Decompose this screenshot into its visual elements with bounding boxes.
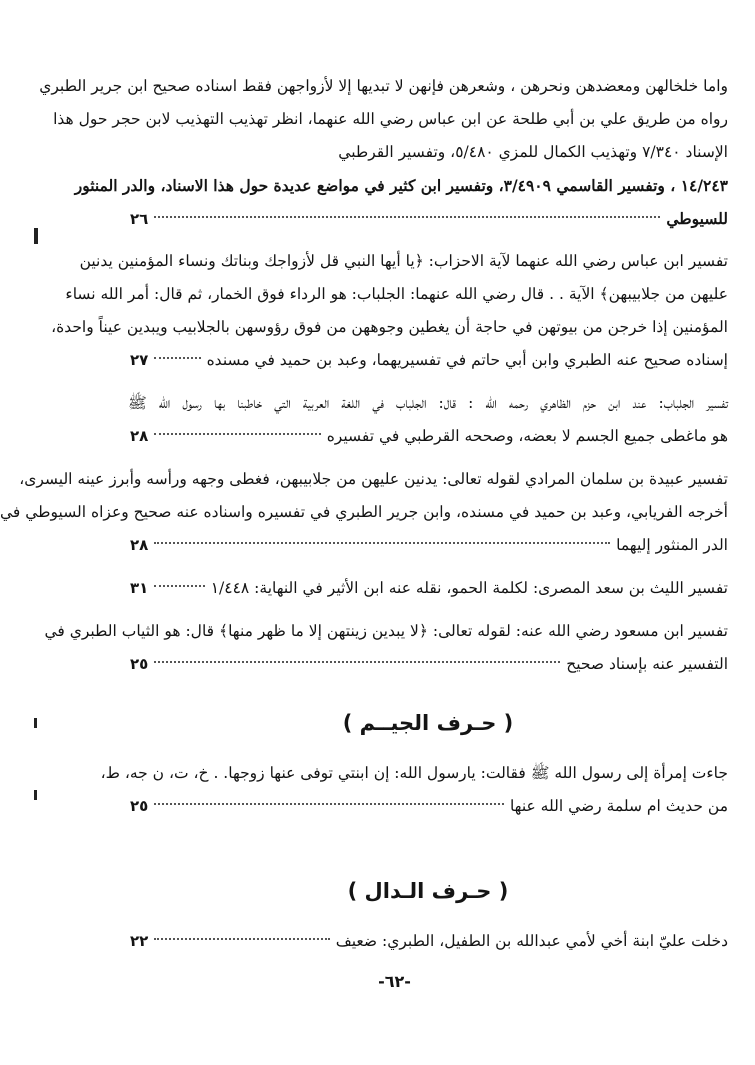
index-entry bbox=[44, 615, 728, 681]
index-page bbox=[0, 70, 728, 968]
entry-reference-line bbox=[128, 529, 728, 562]
entry-text-line: ١٤/٢٤٣ ، وتفسير القاسمي ٣/٤٩٠٩، وتفسير ابن كثير في مواضع عديدة حول هذا الاسناد، والدر المنثور bbox=[74, 176, 728, 195]
entry-text-line: رواه من طريق علي بن أبي طلحة عن ابن عباس رضي الله عنهما، انظر تهذيب التهذيب لابن حجر حول هذا bbox=[53, 110, 728, 128]
section-heading-dal: ( حـرف الـدال ) bbox=[347, 879, 509, 903]
entry-reference-text: هو ماغطى جميع الجسم لا بعضه، وصححه القرطبي في تفسيره bbox=[326, 427, 728, 445]
page-reference: ٢٦ bbox=[130, 210, 149, 228]
entry-reference-line bbox=[128, 925, 728, 958]
page-number: -٦٢- bbox=[378, 972, 411, 991]
entry-reference-text: من حديث ام سلمة رضي الله عنها bbox=[509, 797, 728, 815]
page-reference: ٣١ bbox=[130, 579, 149, 597]
leader-dots bbox=[154, 542, 610, 544]
entry-text-line: عليهن من جلابيبهن﴾ الآية . . قال رضي الله عنهما: الجلباب: هو الرداء فوق الخمار، ثم قال: أمر الله نساء bbox=[65, 285, 728, 303]
page-reference: ٢٥ bbox=[130, 655, 149, 673]
leader-dots bbox=[154, 938, 329, 940]
index-entry bbox=[128, 572, 728, 605]
leader-dots bbox=[154, 661, 560, 663]
leader-dots bbox=[154, 357, 200, 359]
entry-reference-line bbox=[128, 420, 728, 453]
leader-dots bbox=[154, 216, 660, 218]
entry-reference-line bbox=[128, 572, 728, 605]
page-reference: ٢٨ bbox=[130, 427, 149, 445]
index-entry bbox=[0, 463, 728, 562]
entry-text-line: الإسناد ٧/٣٤٠ وتهذيب الكمال للمزي ٥/٤٨٠، وتفسير القرطبي bbox=[338, 143, 728, 161]
entry-text-line: جاءت إمرأة إلى رسول الله ﷺ فقالت: يارسول الله: إن ابنتي توفى عنها زوجها. . خ، ت، ن جه، ط، bbox=[100, 764, 728, 782]
index-entry bbox=[39, 70, 728, 235]
section-heading-jim: ( حـرف الجيــم ) bbox=[342, 711, 514, 735]
index-entry bbox=[128, 925, 728, 958]
scan-edge-mark bbox=[34, 790, 37, 800]
entry-reference-line bbox=[128, 202, 728, 235]
entry-text-line: تفسير ابن مسعود رضي الله عنه: لقوله تعالى: ﴿لا يبدين زينتهن إلا ما ظهر منها﴾ قال: هو الثياب الطبري في bbox=[44, 622, 728, 640]
entry-reference-text: إسناده صحيح عنه الطبري وابن أبي حاتم في تفسيريهما، وعبد بن حميد في مسنده bbox=[206, 351, 728, 369]
entry-reference-text: التفسير عنه بإسناد صحيح bbox=[566, 655, 728, 673]
index-entry bbox=[51, 245, 728, 377]
entry-reference-text: تفسير الليث بن سعد المصرى: لكلمة الحمو، نقله عنه ابن الأثير في النهاية: ١/٤٤٨ bbox=[210, 579, 728, 597]
index-entry bbox=[100, 757, 728, 823]
entry-reference-text: للسيوطي bbox=[666, 209, 728, 228]
page-reference: ٢٥ bbox=[130, 797, 149, 815]
entry-reference-line bbox=[128, 790, 728, 823]
leader-dots bbox=[154, 585, 204, 587]
entry-text-line: تفسير الجلباب: عند ابن حزم الظاهري رحمه الله : قال: الجلباب في اللغة العربية التي خاطبنا بها رسول الله ﷺ bbox=[128, 394, 728, 412]
entry-reference-line bbox=[128, 344, 728, 377]
page-reference: ٢٨ bbox=[130, 536, 149, 554]
entry-text-line: تفسير عبيدة بن سلمان المرادي لقوله تعالى: يدنين عليهن من جلابيبهن، فغطى وجهه ورأسه وأبرز عينه اليسرى، bbox=[19, 470, 728, 488]
leader-dots bbox=[154, 433, 320, 435]
entry-text-line: أخرجه الفريابي، وعبد بن حميد في مسنده، وابن جرير الطبري في تفسيره واسناده عنه صحيح وعزاه السيوطي في bbox=[0, 503, 728, 521]
entry-text-line: تفسير ابن عباس رضي الله عنهما لآية الاحزاب: ﴿يا أيها النبي قل لأزواجك وبناتك ونساء المؤمنين يدنين bbox=[79, 252, 728, 270]
scan-edge-mark bbox=[34, 228, 38, 244]
entry-reference-text: الدر المنثور إليهما bbox=[616, 536, 728, 554]
page-reference: ٢٢ bbox=[130, 932, 149, 950]
index-entry bbox=[128, 387, 728, 453]
scan-edge-mark bbox=[34, 718, 37, 728]
page-reference: ٢٧ bbox=[130, 351, 149, 369]
leader-dots bbox=[154, 803, 504, 805]
entry-reference-text: دخلت عليّ ابنة أخي لأمي عبدالله بن الطفيل، الطبري: ضعيف bbox=[335, 932, 728, 950]
entry-reference-line bbox=[128, 648, 728, 681]
entry-text-line: واما خلخالهن ومعضدهن ونحرهن ، وشعرهن فإنهن لا تبديها إلا لأزواجهن فقط اسناده صحيح ابن جرير الطبري bbox=[39, 77, 728, 95]
entry-text-line: المؤمنين إذا خرجن من بيوتهن في حاجة أن يغطين وجوههن من فوق رؤوسهن بالجلابيب ويبدين عيناً واحدة، bbox=[51, 318, 728, 336]
